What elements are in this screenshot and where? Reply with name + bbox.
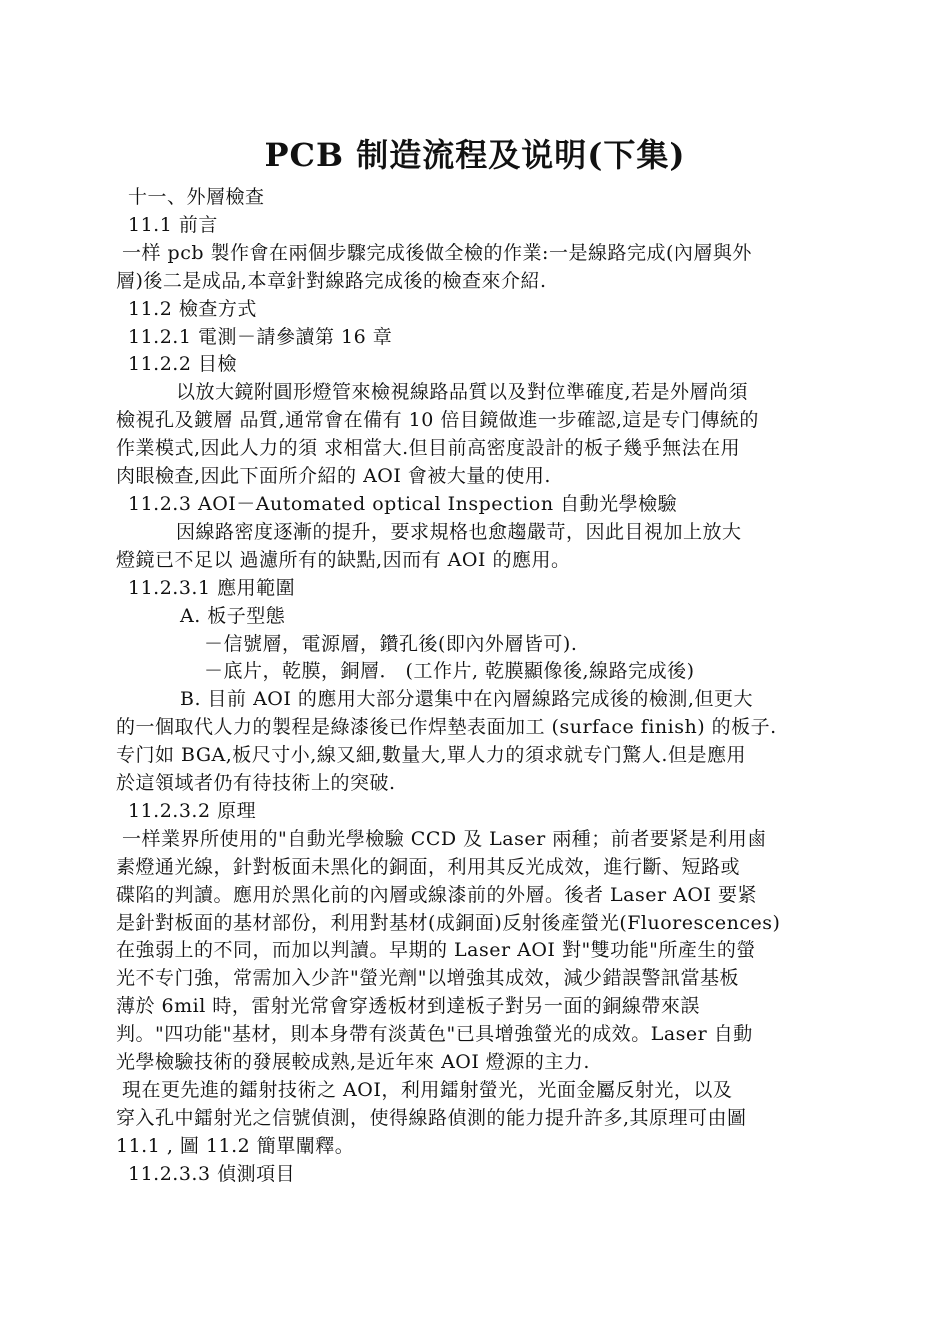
subsection-heading: 11.2 檢查方式 (128, 297, 257, 320)
paragraph-line: 碟陷的判讀。應用於黑化前的內層或線漆前的外層。後者 Laser AOI 要紧 (116, 883, 757, 906)
paragraph-line: 作業模式,因此人力的須 求相當大.但目前高密度設計的板子幾乎無法在用 (116, 437, 741, 460)
paragraph-line: 於這領域者仍有待技術上的突破. (116, 772, 396, 795)
list-item-heading: B. 目前 AOI 的應用大部分還集中在內層線路完成後的檢測,但更大 (180, 688, 753, 711)
paragraph-line: 檢視孔及鍍層 品質,通常會在備有 10 倍目鏡做進一步確認,這是专门傳統的 (116, 409, 759, 432)
paragraph-line: 11.1 , 圖 11.2 簡單闡釋。 (116, 1134, 355, 1157)
subsection-heading: 11.2.2 目檢 (128, 353, 237, 376)
paragraph-line: 一样 pcb 製作會在兩個步驟完成後做全檢的作業:一是線路完成(內層與外 (122, 241, 752, 264)
document-body (116, 184, 836, 1189)
subsection-heading: 11.2.3.2 原理 (128, 799, 257, 822)
list-item-heading: A. 板子型態 (180, 604, 286, 627)
paragraph-line: 現在更先進的鐳射技術之 AOI，利用鐳射螢光，光面金屬反射光，以及 (122, 1079, 733, 1101)
paragraph-line: 在強弱上的不同，而加以判讀。早期的 Laser AOI 對"雙功能"所產生的螢 (116, 939, 756, 962)
paragraph-line: 薄於 6mil 時，雷射光常會穿透板材到達板子對另一面的銅線帶來誤 (116, 995, 700, 1018)
paragraph-line: 以放大鏡附圓形燈管來檢視線路品質以及對位準確度,若是外層尚須 (176, 381, 749, 404)
subsection-heading: 11.2.3.1 應用範圍 (128, 576, 296, 599)
paragraph-line: 穿入孔中鐳射光之信號偵測，使得線路偵測的能力提升許多,其原理可由圖 (116, 1106, 747, 1129)
list-item: －底片，乾膜，銅層． (工作片, 乾膜顯像後,線路完成後) (204, 660, 695, 683)
paragraph-line: 素燈通光線，針對板面未黑化的銅面，利用其反光成效，進行斷、短路或 (116, 855, 741, 878)
paragraph-line: 肉眼檢查,因此下面所介紹的 AOI 會被大量的使用. (116, 465, 551, 488)
paragraph-line: 層)後二是成品,本章針對線路完成後的檢查來介紹. (116, 269, 547, 292)
subsection-heading: 11.2.1 電測－請參讀第 16 章 (128, 325, 393, 348)
paragraph-line: 光不专门強，常需加入少許"螢光劑"以增強其成效，減少錯誤警訊當基板 (116, 967, 739, 990)
paragraph-line: 判。"四功能"基材，則本身帶有淡黃色"已具增強螢光的成效。Laser 自動 (116, 1023, 753, 1046)
paragraph-line: 是針對板面的基材部份，利用對基材(成銅面)反射後產螢光(Fluorescences) (116, 911, 781, 934)
subsection-heading: 11.2.3 AOI－Automated optical Inspection 自動光學檢驗 (128, 492, 678, 515)
paragraph-line: 因線路密度逐漸的提升，要求規格也愈趨嚴苛，因此目視加上放大 (176, 520, 742, 543)
subsection-heading: 11.2.3.3 偵測項目 (128, 1162, 296, 1185)
document-title: PCB 制造流程及说明(下集) (264, 136, 686, 174)
list-item: －信號層，電源層，鑽孔後(即內外層皆可). (204, 632, 578, 655)
section-heading: 十一、外層檢查 (128, 186, 265, 208)
subsection-heading: 11.1 前言 (128, 213, 218, 236)
paragraph-line: 光學檢驗技術的發展較成熟,是近年來 AOI 燈源的主力. (116, 1051, 590, 1074)
paragraph-line: 一样業界所使用的"自動光學檢驗 CCD 及 Laser 兩種；前者要紧是利用鹵 (122, 827, 767, 850)
paragraph-line: 专门如 BGA,板尺寸小,線又細,數量大,單人力的須求就专门驚人.但是應用 (116, 744, 746, 767)
paragraph-line: 的一個取代人力的製程是綠漆後已作焊墊表面加工 (surface finish) 的板子. (116, 716, 777, 739)
paragraph-line: 燈鏡已不足以 過濾所有的缺點,因而有 AOI 的應用。 (116, 548, 571, 571)
